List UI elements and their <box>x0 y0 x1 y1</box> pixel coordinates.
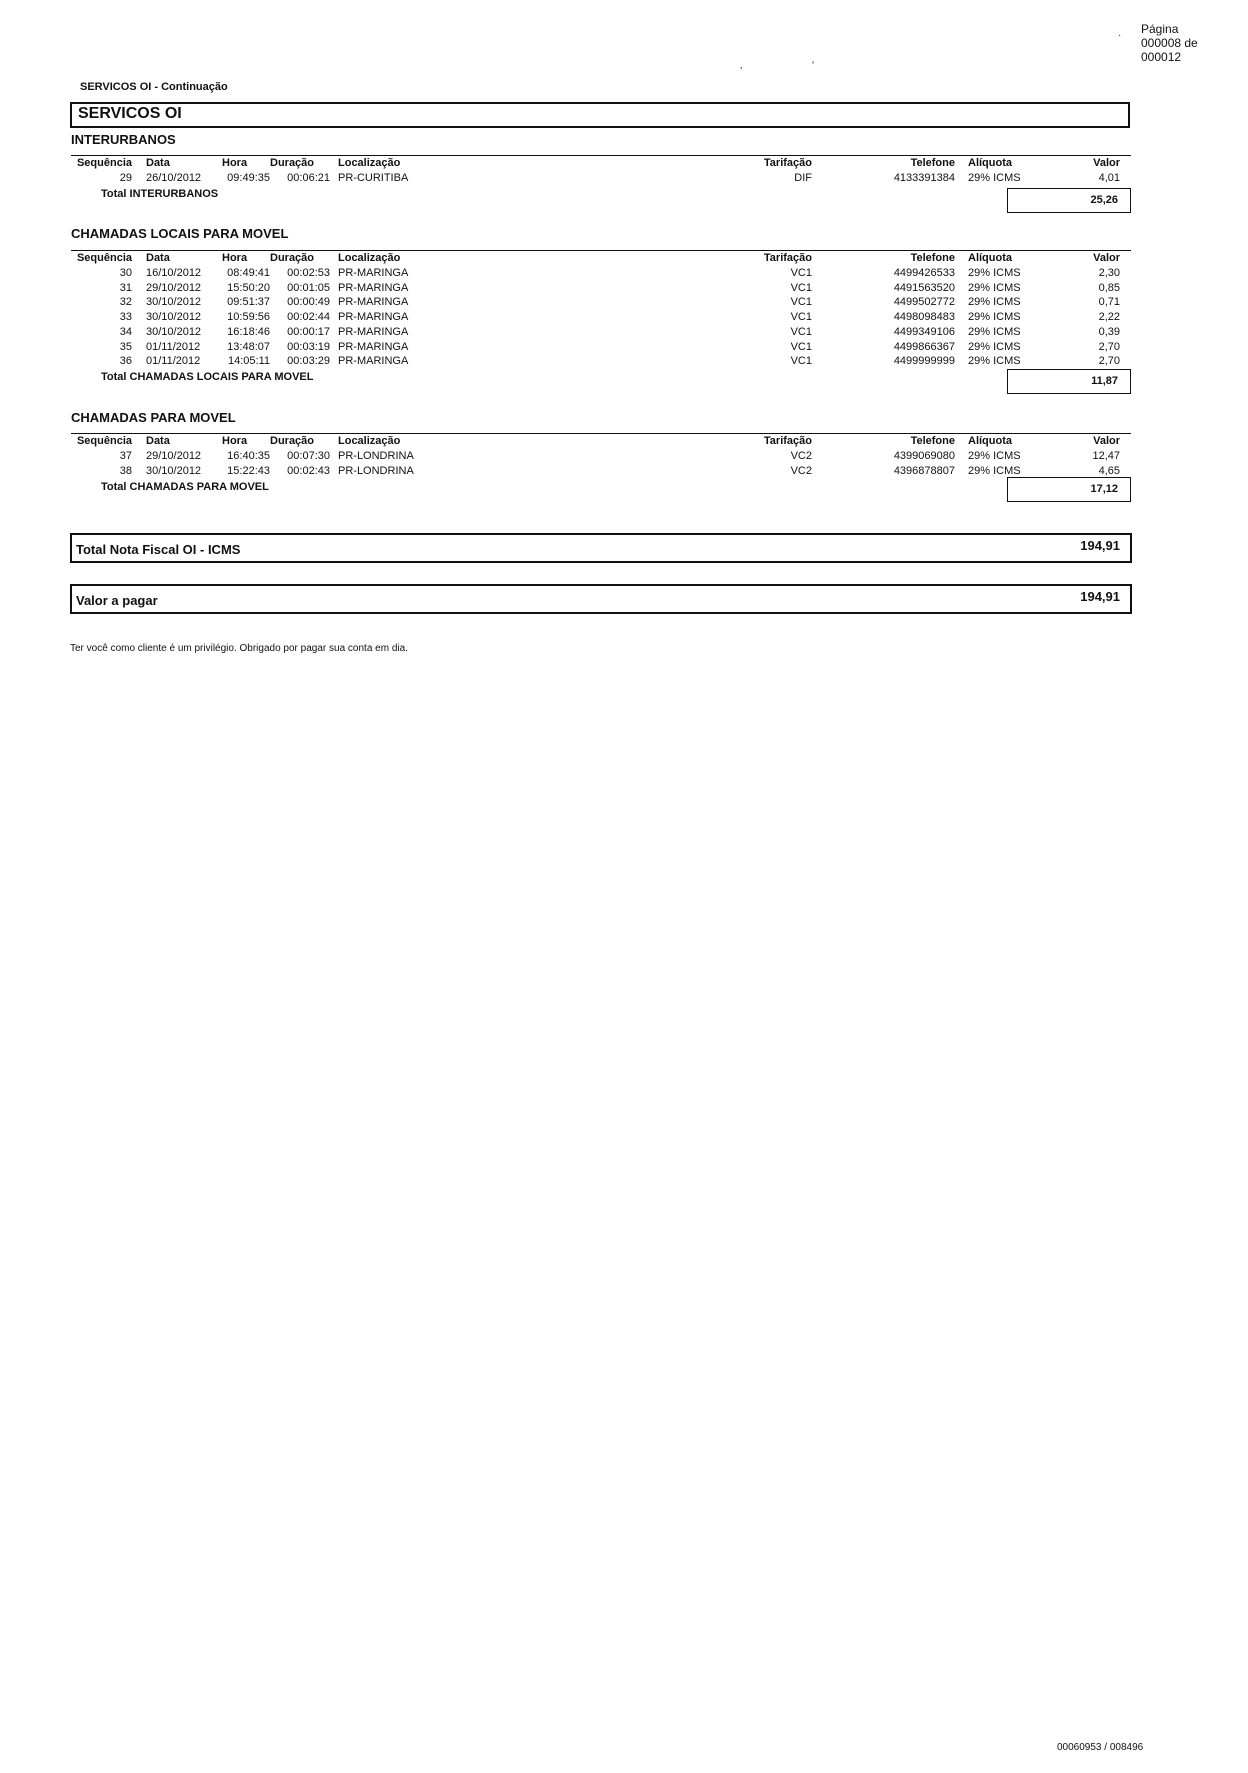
column-header-tariff: Tarifação <box>763 157 812 169</box>
cell-phone: 4133391384 <box>893 172 955 184</box>
cell-phone: 4396878807 <box>893 464 955 477</box>
cell-rate: 29% ICMS <box>968 311 1021 324</box>
column-header-seq: Sequência <box>76 252 132 264</box>
cell-time: 09:51:37 <box>227 296 270 309</box>
cell-tariff: VC1 <box>790 355 812 368</box>
cell-rate: 29% ICMS <box>968 464 1021 477</box>
cell-seq: 34 <box>119 325 132 338</box>
cell-phone: 4399069080 <box>893 450 955 462</box>
table-row <box>0 282 1248 296</box>
valor-pagar-value: 194,91 <box>1080 589 1120 604</box>
cell-duration: 00:02:53 <box>287 267 330 279</box>
column-header-value: Valor <box>1093 157 1120 169</box>
table-row <box>0 450 1248 464</box>
cell-seq: 29 <box>119 172 132 184</box>
column-header-tariff: Tarifação <box>763 435 812 447</box>
main-title-box <box>70 102 1130 128</box>
cell-seq: 38 <box>119 464 132 477</box>
cell-duration: 00:06:21 <box>287 172 330 184</box>
cell-date: 30/10/2012 <box>146 296 202 309</box>
table-row <box>0 355 1248 369</box>
cell-location: PR-MARINGA <box>338 311 409 324</box>
cell-tariff: VC1 <box>790 296 812 309</box>
cell-duration: 00:02:43 <box>287 464 330 477</box>
cell-duration: 00:03:29 <box>287 355 330 368</box>
column-header-location: Localização <box>338 435 401 447</box>
column-header-rate: Alíquota <box>968 157 1012 169</box>
cell-value: 2,70 <box>1098 355 1120 368</box>
cell-tariff: DIF <box>794 172 812 184</box>
cell-tariff: VC1 <box>790 281 812 294</box>
cell-value: 4,01 <box>1098 172 1120 184</box>
column-header-date: Data <box>146 252 170 264</box>
cell-value: 4,65 <box>1098 464 1120 477</box>
cell-rate: 29% ICMS <box>968 296 1021 309</box>
section-total-label: Total CHAMADAS PARA MOVEL <box>101 481 269 493</box>
total-nota-label: Total Nota Fiscal OI - ICMS <box>76 542 241 557</box>
page-total: 000012 <box>1141 50 1182 64</box>
cell-location: PR-MARINGA <box>338 325 409 338</box>
cell-time: 14:05:11 <box>227 355 270 368</box>
cell-phone: 4499999999 <box>893 355 955 368</box>
cell-phone: 4499502772 <box>893 296 955 309</box>
cell-rate: 29% ICMS <box>968 172 1021 184</box>
section-total-value: 11,87 <box>1007 369 1131 394</box>
cell-date: 29/10/2012 <box>146 450 202 462</box>
column-header-seq: Sequência <box>76 157 132 169</box>
table-row <box>0 341 1248 355</box>
scan-mark: ‘ <box>812 60 815 71</box>
cell-value: 0,39 <box>1098 325 1120 338</box>
cell-time: 08:49:41 <box>227 267 270 279</box>
cell-phone: 4499349106 <box>893 325 955 338</box>
column-header-phone: Telefone <box>910 252 955 264</box>
cell-phone: 4499426533 <box>893 267 955 279</box>
page-number <box>1141 22 1198 64</box>
table-row <box>0 326 1248 340</box>
cell-duration: 00:00:17 <box>287 325 330 338</box>
column-header-location: Localização <box>338 157 401 169</box>
section-total-value: 17,12 <box>1007 477 1131 502</box>
section-total-value: 25,26 <box>1007 188 1131 213</box>
column-header-time: Hora <box>222 435 248 447</box>
cell-date: 29/10/2012 <box>146 281 202 294</box>
cell-location: PR-LONDRINA <box>338 450 414 462</box>
section-total-label: Total CHAMADAS LOCAIS PARA MOVEL <box>101 371 314 383</box>
section-rule <box>71 155 1131 156</box>
valor-pagar-label: Valor a pagar <box>76 593 158 608</box>
total-nota-box <box>70 533 1132 563</box>
page-label: Página <box>1141 22 1179 36</box>
cell-date: 01/11/2012 <box>146 340 201 353</box>
column-header-rate: Alíquota <box>968 435 1012 447</box>
cell-duration: 00:03:19 <box>287 340 330 353</box>
column-header-value: Valor <box>1093 435 1120 447</box>
cell-location: PR-MARINGA <box>338 267 409 279</box>
cell-tariff: VC1 <box>790 325 812 338</box>
section-title: CHAMADAS PARA MOVEL <box>71 410 236 425</box>
column-header-date: Data <box>146 435 170 447</box>
section-rule <box>71 433 1131 434</box>
table-row <box>0 172 1248 186</box>
cell-duration: 00:02:44 <box>287 311 330 324</box>
cell-rate: 29% ICMS <box>968 267 1021 279</box>
cell-duration: 00:00:49 <box>287 296 330 309</box>
cell-value: 0,71 <box>1098 296 1120 309</box>
cell-phone: 4491563520 <box>893 281 955 294</box>
cell-rate: 29% ICMS <box>968 281 1021 294</box>
column-header-duration: Duração <box>270 252 315 264</box>
cell-time: 16:40:35 <box>227 450 270 462</box>
cell-value: 2,30 <box>1098 267 1120 279</box>
cell-date: 16/10/2012 <box>146 267 202 279</box>
cell-value: 2,22 <box>1098 311 1120 324</box>
document-code: 00060953 / 008496 <box>1057 1742 1144 1753</box>
section-total-label: Total INTERURBANOS <box>101 188 219 200</box>
cell-location: PR-MARINGA <box>338 296 409 309</box>
column-header-duration: Duração <box>270 157 315 169</box>
cell-tariff: VC1 <box>790 267 812 279</box>
cell-seq: 36 <box>119 355 132 368</box>
cell-date: 30/10/2012 <box>146 325 202 338</box>
page-current: 000008 de <box>1141 36 1198 50</box>
cell-rate: 29% ICMS <box>968 325 1021 338</box>
table-row <box>0 311 1248 325</box>
column-header-seq: Sequência <box>76 435 132 447</box>
column-header-duration: Duração <box>270 435 315 447</box>
column-header-date: Data <box>146 157 170 169</box>
cell-date: 30/10/2012 <box>146 311 202 324</box>
table-row <box>0 267 1248 281</box>
cell-date: 01/11/2012 <box>146 355 201 368</box>
column-header-tariff: Tarifação <box>763 252 812 264</box>
table-row <box>0 296 1248 310</box>
cell-phone: 4499866367 <box>893 340 955 353</box>
scan-mark: · <box>1118 30 1122 41</box>
cell-seq: 32 <box>119 296 132 309</box>
cell-seq: 31 <box>119 281 132 294</box>
cell-phone: 4498098483 <box>893 311 955 324</box>
continuation-label: SERVICOS OI - Continuação <box>80 81 228 93</box>
cell-tariff: VC1 <box>790 340 812 353</box>
cell-location: PR-MARINGA <box>338 340 409 353</box>
column-header-phone: Telefone <box>910 435 955 447</box>
column-header-value: Valor <box>1093 252 1120 264</box>
cell-seq: 37 <box>119 450 132 462</box>
footer-message: Ter você como cliente é um privilégio. Obrigado por pagar sua conta em dia. <box>70 643 408 654</box>
cell-time: 16:18:46 <box>227 325 270 338</box>
main-title: SERVICOS OI <box>78 105 182 122</box>
cell-time: 15:50:20 <box>227 281 270 294</box>
cell-date: 26/10/2012 <box>146 172 202 184</box>
scan-mark: ‚ <box>740 60 743 71</box>
cell-seq: 33 <box>119 311 132 324</box>
column-header-rate: Alíquota <box>968 252 1012 264</box>
cell-tariff: VC2 <box>790 464 812 477</box>
cell-location: PR-LONDRINA <box>338 464 414 477</box>
cell-duration: 00:07:30 <box>287 450 330 462</box>
cell-location: PR-MARINGA <box>338 355 409 368</box>
cell-value: 2,70 <box>1098 340 1120 353</box>
cell-location: PR-MARINGA <box>338 281 409 294</box>
section-title: INTERURBANOS <box>71 132 176 147</box>
cell-location: PR-CURITIBA <box>338 172 409 184</box>
cell-rate: 29% ICMS <box>968 340 1021 353</box>
cell-value: 12,47 <box>1092 450 1120 462</box>
cell-rate: 29% ICMS <box>968 450 1021 462</box>
cell-tariff: VC1 <box>790 311 812 324</box>
cell-seq: 35 <box>119 340 132 353</box>
column-header-phone: Telefone <box>910 157 955 169</box>
cell-seq: 30 <box>119 267 132 279</box>
cell-date: 30/10/2012 <box>146 464 202 477</box>
column-header-location: Localização <box>338 252 401 264</box>
cell-tariff: VC2 <box>790 450 812 462</box>
cell-time: 15:22:43 <box>227 464 270 477</box>
section-title: CHAMADAS LOCAIS PARA MOVEL <box>71 226 289 241</box>
cell-duration: 00:01:05 <box>287 281 330 294</box>
cell-time: 13:48:07 <box>227 340 270 353</box>
section-rule <box>71 250 1131 251</box>
cell-value: 0,85 <box>1098 281 1120 294</box>
cell-time: 10:59:56 <box>227 311 270 324</box>
total-nota-value: 194,91 <box>1080 538 1120 553</box>
cell-rate: 29% ICMS <box>968 355 1021 368</box>
column-header-time: Hora <box>222 252 248 264</box>
cell-time: 09:49:35 <box>227 172 270 184</box>
valor-pagar-box <box>70 584 1132 614</box>
column-header-time: Hora <box>222 157 248 169</box>
